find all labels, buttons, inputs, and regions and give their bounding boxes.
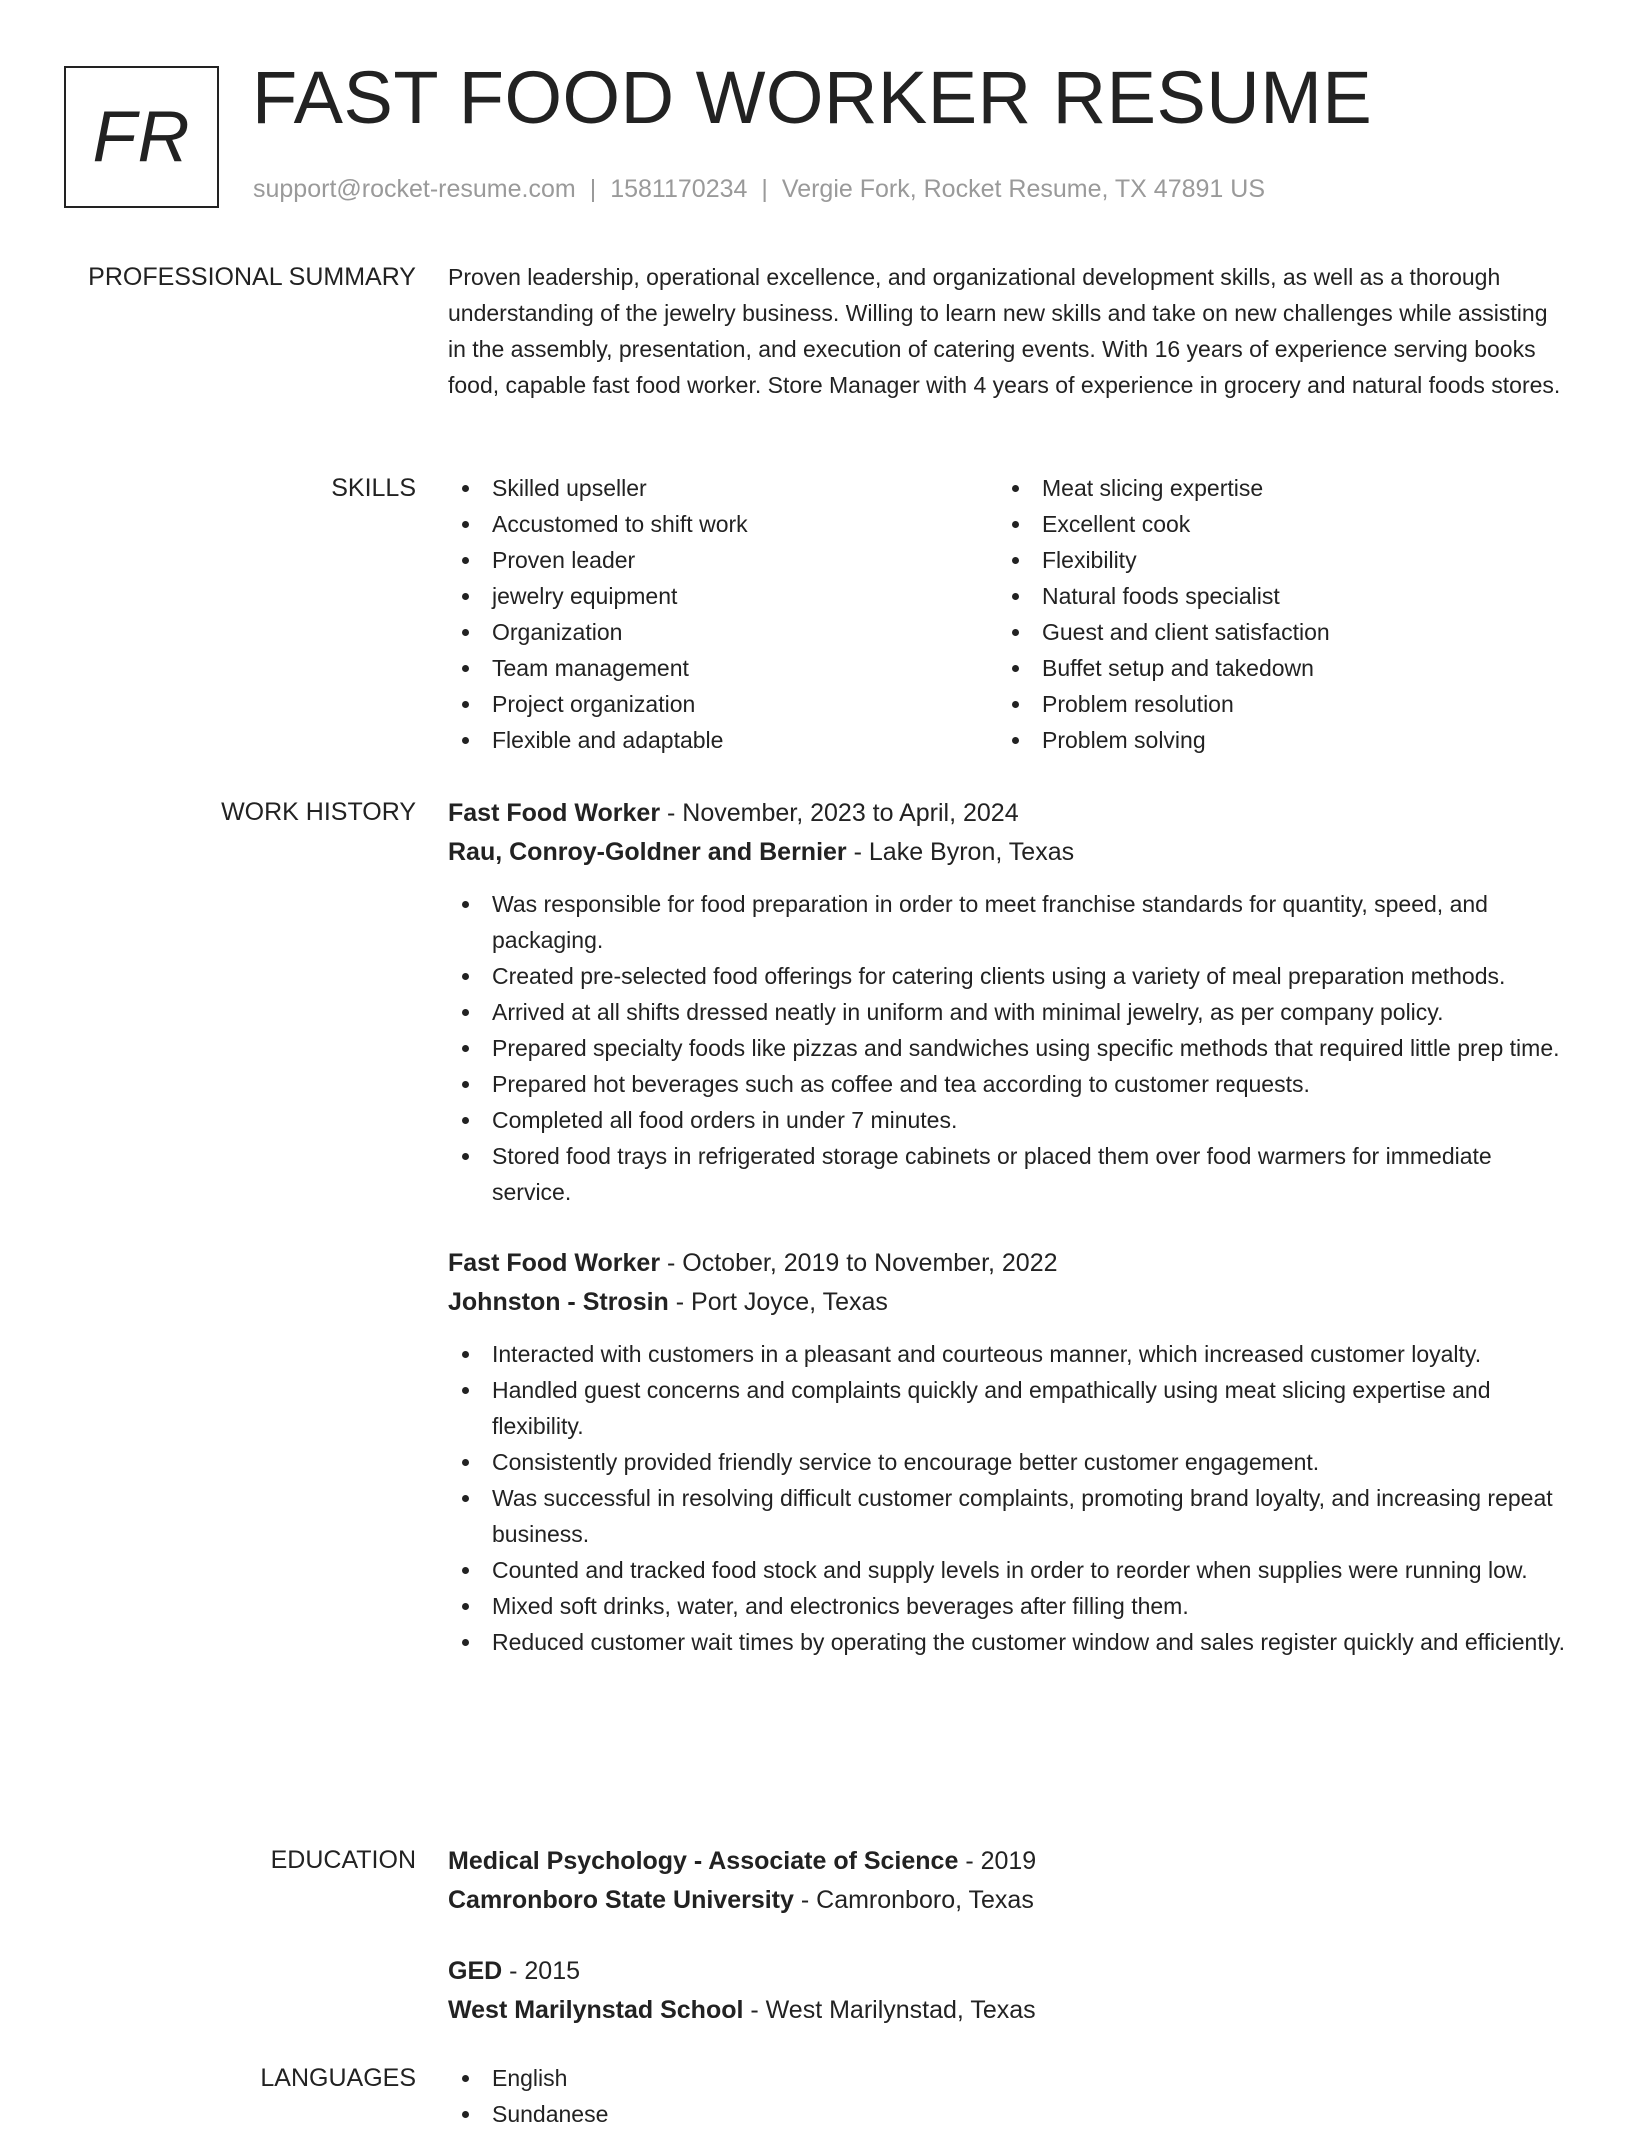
skill-item: Guest and client satisfaction: [998, 614, 1548, 650]
job-duties-list: [448, 1336, 1568, 1660]
job-title-line: [448, 794, 1568, 833]
education-school: West Marilynstad School: [448, 1996, 744, 2024]
education-entry: [448, 1842, 1568, 1920]
skill-item: Organization: [448, 614, 998, 650]
education-year: - 2015: [502, 1957, 581, 1985]
skill-item: Project organization: [448, 686, 998, 722]
education-location: - Camronboro, Texas: [793, 1886, 1034, 1914]
section-heading-summary: PROFESSIONAL SUMMARY: [88, 263, 416, 291]
contact-email: support@rocket-resume.com: [253, 175, 576, 203]
job-duty: Was responsible for food preparation in order to meet franchise standards for quantity, speed, and packaging.: [448, 886, 1568, 958]
skill-item: Team management: [448, 650, 998, 686]
job-title-line: [448, 1244, 1568, 1283]
skill-item: Flexible and adaptable: [448, 722, 998, 758]
job-duty: Mixed soft drinks, water, and electronics beverages after filling them.: [448, 1588, 1568, 1624]
job-title: Fast Food Worker: [448, 799, 661, 827]
job-dates: - October, 2019 to November, 2022: [660, 1249, 1058, 1277]
education-degree: GED: [448, 1957, 503, 1985]
skill-item: Problem solving: [998, 722, 1548, 758]
education-school-line: [448, 1881, 1568, 1920]
summary-body: [448, 259, 1568, 403]
skill-item: Accustomed to shift work: [448, 506, 998, 542]
job-dates: - November, 2023 to April, 2024: [660, 799, 1019, 827]
job-duties-list: [448, 886, 1568, 1210]
skill-item: Meat slicing expertise: [998, 470, 1548, 506]
education-body: [448, 1842, 1568, 2030]
job-location: - Port Joyce, Texas: [668, 1288, 888, 1316]
job-duty: Handled guest concerns and complaints quickly and empathically using meat slicing expertise and flexibility.: [448, 1372, 1568, 1444]
section-heading-work-history: WORK HISTORY: [221, 798, 416, 826]
job-duty: Consistently provided friendly service to encourage better customer engagement.: [448, 1444, 1568, 1480]
education-school-line: [448, 1991, 1568, 2030]
skill-item: Buffet setup and takedown: [998, 650, 1548, 686]
job-duty: Created pre-selected food offerings for catering clients using a variety of meal preparation methods.: [448, 958, 1568, 994]
education-entry: [448, 1952, 1568, 2030]
contact-line: [253, 175, 1265, 204]
job-duty: Counted and tracked food stock and supply levels in order to reorder when supplies were running low.: [448, 1552, 1568, 1588]
monogram-logo: [64, 66, 219, 208]
language-item: English: [448, 2060, 1568, 2096]
skill-item: Proven leader: [448, 542, 998, 578]
contact-separator: |: [761, 175, 768, 203]
section-heading-education: EDUCATION: [270, 1846, 416, 1874]
job-title: Fast Food Worker: [448, 1249, 661, 1277]
skill-item: Natural foods specialist: [998, 578, 1548, 614]
job-duty: Prepared hot beverages such as coffee and tea according to customer requests.: [448, 1066, 1568, 1102]
skill-item: Skilled upseller: [448, 470, 998, 506]
skills-column-right: [998, 470, 1548, 758]
section-heading-skills: SKILLS: [331, 474, 416, 502]
education-degree-line: [448, 1952, 1568, 1991]
job-duty: Arrived at all shifts dressed neatly in uniform and with minimal jewelry, as per company policy.: [448, 994, 1568, 1030]
job-duty: Prepared specialty foods like pizzas and sandwiches using specific methods that required little prep time.: [448, 1030, 1568, 1066]
job-company-line: [448, 833, 1568, 872]
skills-column-left: [448, 470, 998, 758]
section-heading-languages: LANGUAGES: [260, 2064, 416, 2092]
skill-item: Excellent cook: [998, 506, 1548, 542]
skill-item: Flexibility: [998, 542, 1548, 578]
languages-list: [448, 2060, 1568, 2132]
skills-list: [448, 470, 1568, 758]
contact-phone: 1581170234: [610, 175, 748, 203]
job-duty: Stored food trays in refrigerated storage cabinets or placed them over food warmers for immediate service.: [448, 1138, 1568, 1210]
resume-title: FAST FOOD WORKER RESUME: [252, 56, 1373, 139]
contact-separator: |: [589, 175, 597, 203]
education-location: - West Marilynstad, Texas: [743, 1996, 1036, 2024]
skill-item: jewelry equipment: [448, 578, 998, 614]
job-duty: Interacted with customers in a pleasant and courteous manner, which increased customer loyalty.: [448, 1336, 1568, 1372]
summary-text: Proven leadership, operational excellence, and organizational development skills, as well as a thorough understanding of the jewelry business. Willing to learn new skills and take on new challenges while assisting in the assembly, presentation, and execution of catering events. With 16 years of experience serving books food, capable fast food worker. Store Manager with 4 years of experience in grocery and natural foods stores.: [448, 264, 1561, 398]
education-degree-line: [448, 1842, 1568, 1881]
job-duty: Completed all food orders in under 7 minutes.: [448, 1102, 1568, 1138]
job-duty: Reduced customer wait times by operating the customer window and sales register quickly and efficiently.: [448, 1624, 1568, 1660]
job-duty: Was successful in resolving difficult customer complaints, promoting brand loyalty, and increasing repeat business.: [448, 1480, 1568, 1552]
language-item: Sundanese: [448, 2096, 1568, 2132]
education-degree: Medical Psychology - Associate of Science: [448, 1847, 959, 1875]
education-year: - 2019: [958, 1847, 1037, 1875]
skill-item: Problem resolution: [998, 686, 1548, 722]
job-company: Rau, Conroy-Goldner and Bernier: [448, 838, 847, 866]
job-company: Johnston - Strosin: [448, 1288, 669, 1316]
languages-body: [448, 2060, 1568, 2132]
work-history-body: [448, 794, 1568, 1660]
contact-address: Vergie Fork, Rocket Resume, TX 47891 US: [781, 175, 1265, 203]
job-company-line: [448, 1283, 1568, 1322]
job-entry: [448, 1244, 1568, 1660]
job-location: - Lake Byron, Texas: [846, 838, 1075, 866]
job-entry: [448, 794, 1568, 1210]
monogram-initials: FR: [92, 97, 191, 177]
education-school: Camronboro State University: [448, 1886, 794, 1914]
